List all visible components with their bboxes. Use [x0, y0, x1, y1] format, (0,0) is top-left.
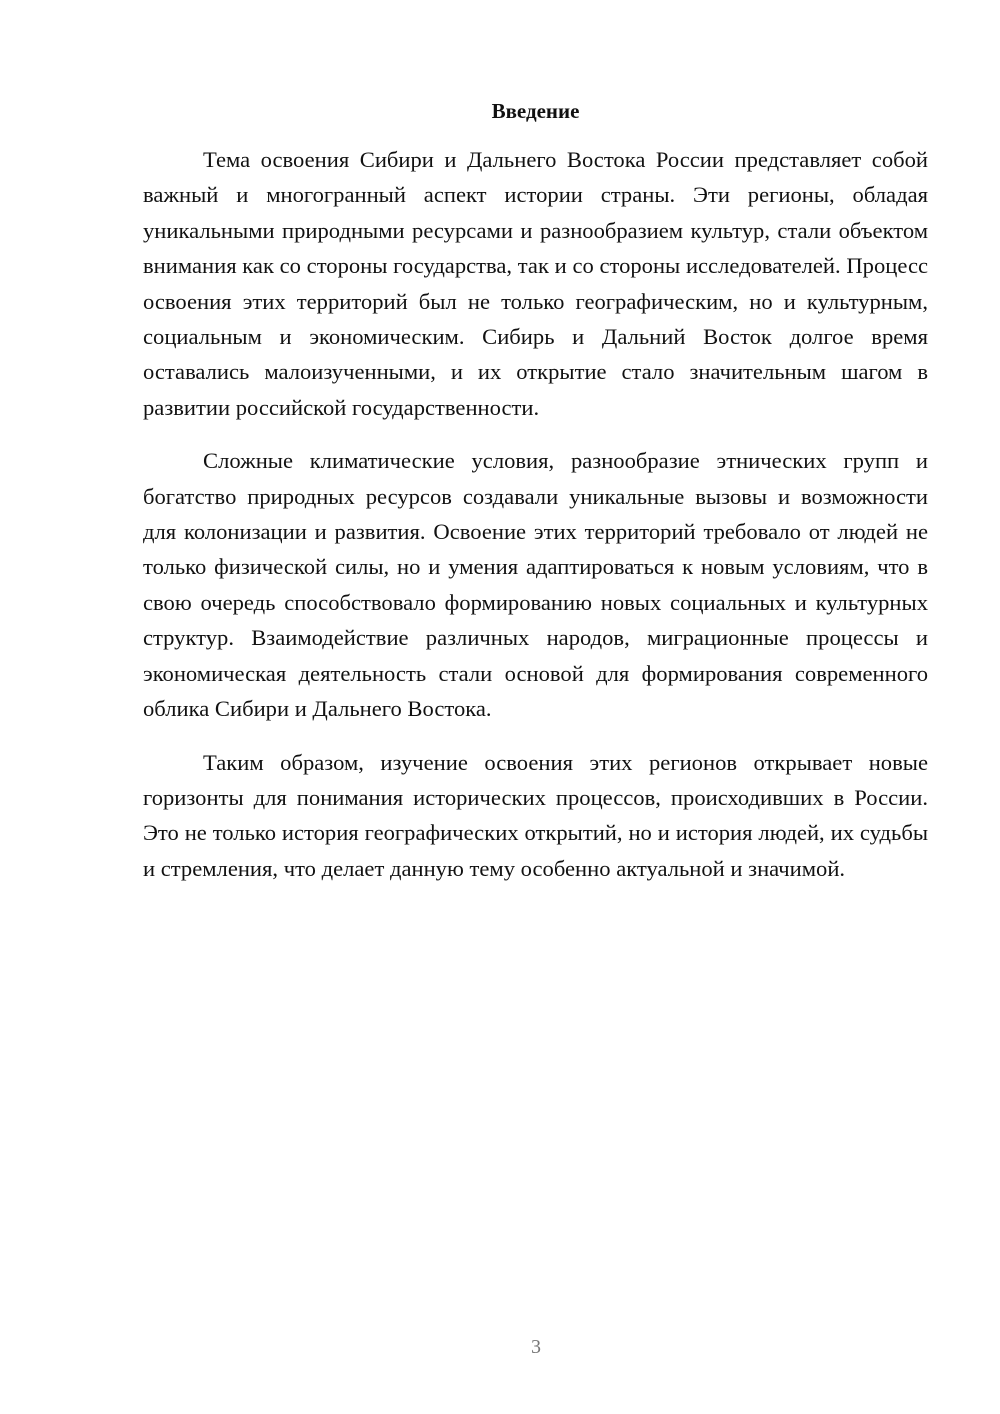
paragraph-1: Тема освоения Сибири и Дальнего Востока России представляет собой важный и многогранный аспект истории страны. Эти регионы, обладая уникальными природными ресурсами и разнообразием культур, стали объектом внимания как со стороны государства, так и со стороны исследователей. Процесс освоения этих территорий был не только географическим, но и культурным, социальным и экономическим. Сибирь и Дальний Восток долгое время оставались малоизученными, и их открытие стало значительным шагом в развитии российской государственности. [143, 147, 928, 420]
paragraph-2: Сложные климатические условия, разнообразие этнических групп и богатство природных ресурсов создавали уникальные вызовы и возможности для колонизации и развития. Освоение этих территорий требовало от людей не только физической силы, но и умения адаптироваться к новым условиям, что в свою очередь способствовало формированию новых социальных и культурных структур. Взаимодействие различных народов, миграционные процессы и экономическая деятельность стали основой для формирования современного облика Сибири и Дальнего Востока. [143, 448, 928, 722]
paragraph-3: Таким образом, изучение освоения этих регионов открывает новые горизонты для понимания исторических процессов, происходивших в России. Это не только история географических открытий, но и история людей, их судьбы и стремления, что делает данную тему особенно актуальной и значимой. [143, 749, 928, 881]
page-number: 3 [531, 1336, 541, 1358]
section-heading: Введение [491, 99, 580, 123]
body-text [143, 142, 928, 904]
